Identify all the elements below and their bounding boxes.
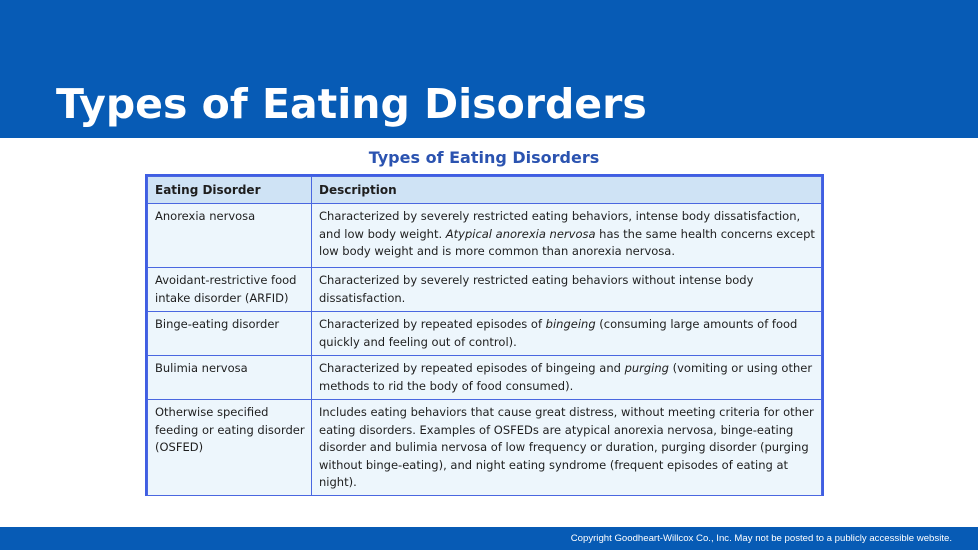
table-row xyxy=(148,356,822,400)
footer-band xyxy=(0,527,978,550)
table-row xyxy=(148,312,822,356)
description-text: Characterized by severely restricted eating behaviors without intense body dissatisfaction. xyxy=(319,273,754,305)
table-row xyxy=(148,268,822,312)
description-cell xyxy=(312,356,822,400)
disorder-cell: Avoidant-restrictive food intake disorder (ARFID) xyxy=(148,268,312,312)
description-text: has the same health concerns except low body weight and is more common than anorexia nervosa. xyxy=(319,226,815,258)
table-row xyxy=(148,204,822,268)
disorder-cell: Anorexia nervosa xyxy=(148,204,312,268)
copyright-notice: Copyright Goodheart-Willcox Co., Inc. May not be posted to a publicly accessible website. xyxy=(570,533,952,544)
description-text: Characterized by repeated episodes of xyxy=(319,317,546,331)
column-header-description: Description xyxy=(312,177,822,204)
description-text: (vomiting or using other methods to rid the body of food consumed). xyxy=(319,361,813,393)
description-text: Characterized by repeated episodes of bingeing and xyxy=(319,361,625,375)
slide-title: Types of Eating Disorders xyxy=(56,80,647,128)
description-cell xyxy=(312,400,822,496)
description-italic-term: Atypical anorexia nervosa xyxy=(445,226,596,241)
table-row xyxy=(148,400,822,496)
description-italic-term: purging xyxy=(624,361,669,375)
description-italic-term: bingeing xyxy=(545,317,596,331)
eating-disorders-table xyxy=(145,174,824,496)
disorder-cell: Binge-eating disorder xyxy=(148,312,312,356)
description-text: (consuming large amounts of food quickly and feeling out of control). xyxy=(319,317,798,349)
column-header-disorder: Eating Disorder xyxy=(148,177,312,204)
disorder-cell: Otherwise specified feeding or eating disorder (OSFED) xyxy=(148,400,312,496)
description-cell xyxy=(312,312,822,356)
description-cell xyxy=(312,268,822,312)
table-header-row xyxy=(148,177,822,204)
figure-title: Types of Eating Disorders xyxy=(368,148,600,167)
disorder-cell: Bulimia nervosa xyxy=(148,356,312,400)
description-cell xyxy=(312,204,822,268)
table xyxy=(147,176,822,496)
description-text: Includes eating behaviors that cause great distress, without meeting criteria for other eating disorders. Examples of OSFEDs are atypical anorexia nervosa, binge-eating disorder and bulimia nervosa of low frequency or duration, purging disorder (purging without binge-eating), and night eating syndrome (frequent episodes of eating at night). xyxy=(319,405,814,489)
description-text: Characterized by severely restricted eating behaviors, intense body dissatisfaction, and low body weight. xyxy=(319,209,801,241)
